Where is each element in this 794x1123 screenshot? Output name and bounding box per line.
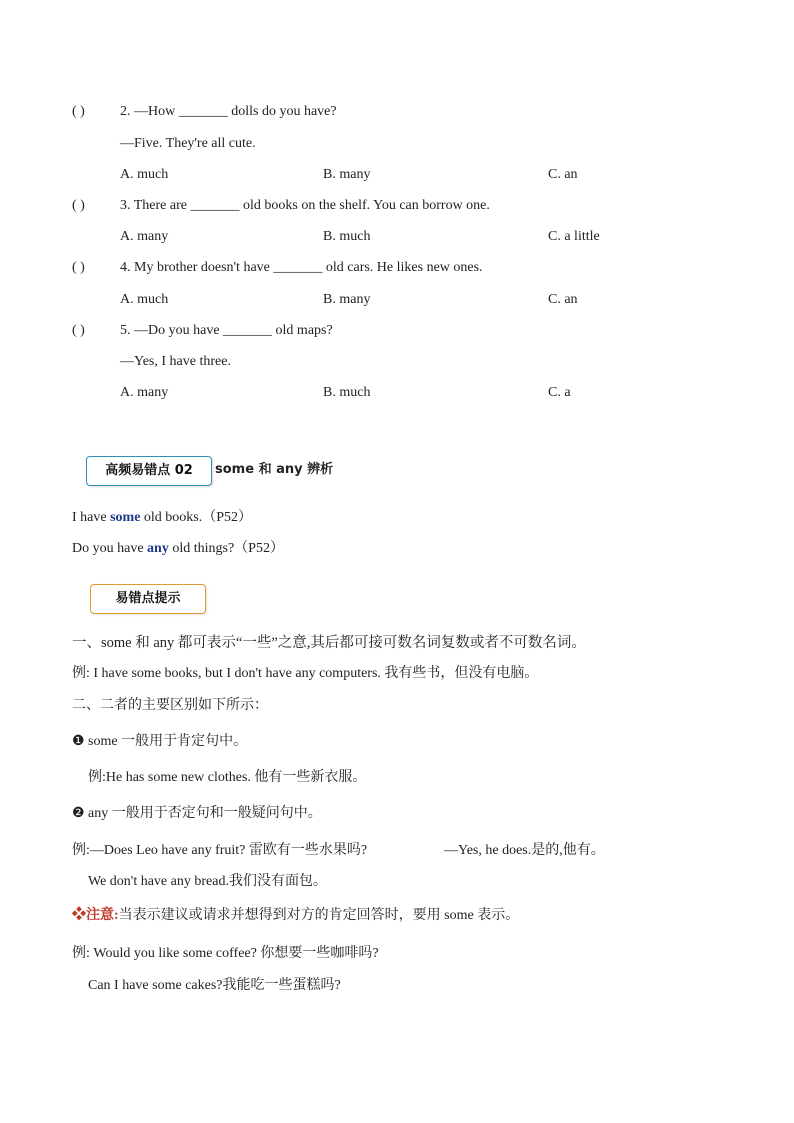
option-c: C. an bbox=[548, 167, 578, 182]
explanation-line: 例: Would you like some coffee? 你想要一些咖啡吗? bbox=[72, 946, 379, 961]
example-post: old books.（P52） bbox=[140, 510, 253, 525]
question-stem: 2. —How _______ dolls do you have? bbox=[120, 104, 337, 119]
option-c: C. a bbox=[548, 385, 571, 400]
question-stem: 4. My brother doesn't have _______ old cars. He likes new ones. bbox=[120, 260, 483, 275]
explanation-line: 例: I have some books, but I don't have any computers. 我有些书，但没有电脑。 bbox=[72, 666, 539, 681]
option-c: C. an bbox=[548, 292, 578, 307]
answer-paren: ( ) bbox=[72, 104, 85, 119]
option-b: B. many bbox=[323, 167, 371, 182]
example-sentence bbox=[72, 540, 284, 558]
explanation-line: 一、some 和 any 都可表示“一些”之意,其后都可接可数名词复数或者不可数名词。 bbox=[72, 635, 586, 651]
option-a: A. many bbox=[120, 229, 169, 244]
question-dialogue: —Yes, I have three. bbox=[120, 354, 231, 369]
question-stem: 3. There are _______ old books on the shelf. You can borrow one. bbox=[120, 198, 490, 213]
option-b: B. much bbox=[323, 229, 371, 244]
explanation-line: 例:—Does Leo have any fruit? 雷欧有一些水果吗? bbox=[72, 843, 368, 858]
explanation-line: ❷ any 一般用于否定句和一般疑问句中。 bbox=[72, 806, 322, 821]
section-title-suffix: 辨析 bbox=[307, 462, 334, 477]
explanation-line: ❶ some 一般用于肯定句中。 bbox=[72, 734, 248, 749]
question-stem: 5. —Do you have _______ old maps? bbox=[120, 323, 333, 338]
section-title-some: some bbox=[215, 462, 255, 477]
explanation-line: —Yes, he does.是的,他有。 bbox=[444, 843, 605, 858]
option-b: B. much bbox=[323, 385, 371, 400]
explanation-line: 二、二者的主要区别如下所示： bbox=[72, 698, 268, 713]
option-b: B. many bbox=[323, 292, 371, 307]
tip-label: 易错点提示 bbox=[115, 591, 181, 606]
example-post: old things?（P52） bbox=[168, 541, 284, 556]
option-a: A. much bbox=[120, 292, 169, 307]
explanation-line: We don't have any bread.我们没有面包。 bbox=[88, 874, 327, 889]
tip-box bbox=[90, 584, 206, 614]
example-sentence bbox=[72, 509, 252, 527]
answer-paren: ( ) bbox=[72, 198, 85, 213]
example-pre: I have bbox=[72, 510, 111, 525]
option-a: A. much bbox=[120, 167, 169, 182]
option-a: A. many bbox=[120, 385, 169, 400]
section-title-and: 和 bbox=[258, 462, 272, 477]
note-line bbox=[72, 907, 519, 925]
section-tag-label: 高频易错点 02 bbox=[105, 463, 193, 478]
answer-paren: ( ) bbox=[72, 260, 85, 275]
explanation-line: 例:He has some new clothes. 他有一些新衣服。 bbox=[88, 770, 367, 785]
explanation-line: Can I have some cakes?我能吃一些蛋糕吗? bbox=[88, 978, 341, 993]
example-keyword: some bbox=[110, 510, 141, 525]
section-title-any: any bbox=[276, 462, 303, 477]
section-title bbox=[215, 461, 333, 479]
answer-paren: ( ) bbox=[72, 323, 85, 338]
example-pre: Do you have bbox=[72, 541, 148, 556]
note-text: 当表示建议或请求并想得到对方的肯定回答时，要用 some 表示。 bbox=[118, 908, 520, 923]
section-tag bbox=[86, 456, 212, 486]
option-c: C. a little bbox=[548, 229, 600, 244]
example-keyword: any bbox=[147, 541, 169, 556]
question-dialogue: —Five. They're all cute. bbox=[120, 136, 256, 151]
note-label: 注意: bbox=[86, 908, 119, 923]
note-icon: ❖ bbox=[72, 908, 86, 923]
